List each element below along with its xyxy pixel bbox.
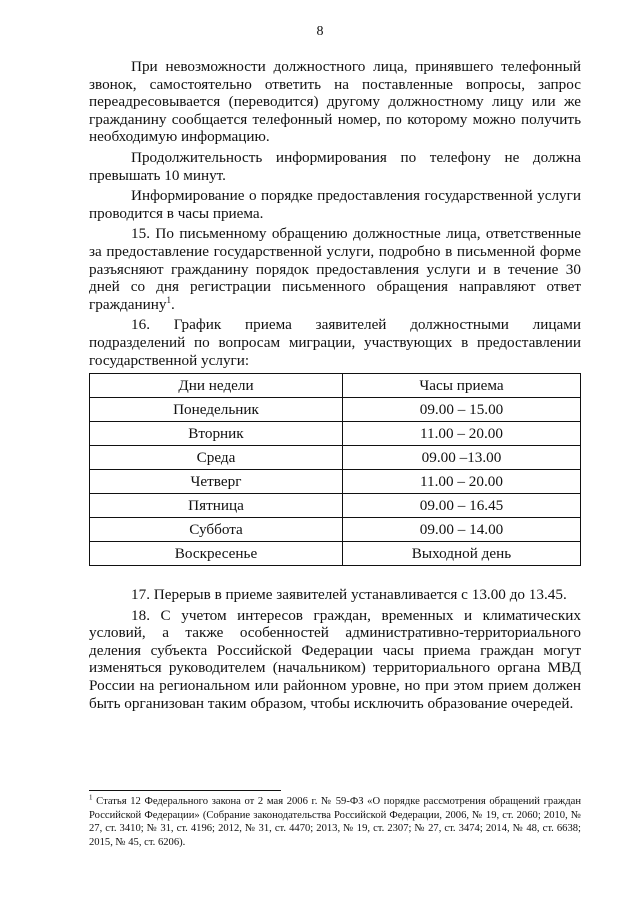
footnote-ref: 1 bbox=[166, 294, 172, 305]
day-cell: Среда bbox=[90, 446, 343, 470]
paragraph-hours: Информирование о порядке предоставления государственной услуги проводится в часы приема. bbox=[89, 187, 581, 222]
paragraph-redirect: При невозможности должностного лица, принявшего телефонный звонок, самостоятельно ответить на поставленные вопросы, запрос переадресовывается (переводится) другому должностному лицу или же гражданину сообщается телефонный номер, по которому можно получить необходимую информацию. bbox=[89, 58, 581, 146]
table-row bbox=[90, 446, 581, 470]
hours-cell: 09.00 –13.00 bbox=[343, 446, 581, 470]
paragraph-15: 15. По письменному обращению должностные лица, ответственные за предоставление государственной услуги, подробно в письменной форме разъясняют гражданину порядок предоставления услуги и в течение 30 дней со дня регистрации письменного обращения направляют ответ гражданину$^1$. bbox=[89, 225, 581, 313]
page-number: 8 bbox=[316, 24, 324, 39]
paragraph-17: 17. Перерыв в приеме заявителей устанавливается с 13.00 до 13.45. bbox=[131, 586, 567, 603]
body-text-top bbox=[89, 58, 581, 372]
hours-cell: 11.00 – 20.00 bbox=[343, 422, 581, 446]
table-row bbox=[90, 542, 581, 566]
footnote-text: Статья 12 Федерального закона от 2 мая 2006 г. № 59-ФЗ «О порядке рассмотрения обращений граждан Российской Федерации» (Собрание законодательства Российской Федерации, 2006, № 19, ст. 2060; 2010, № 27, ст. 3410; № 31, ст. 4196; 2012, № 31, ст. 4470; 2013, № 19, ст. 2307; № 27, ст. 3474; 2014, № 48, ст. 6638; 2015, № 45, ст. 6206). bbox=[89, 796, 581, 848]
hours-cell: 09.00 – 16.45 bbox=[343, 494, 581, 518]
day-cell: Воскресенье bbox=[90, 542, 343, 566]
hours-cell: 09.00 – 14.00 bbox=[343, 518, 581, 542]
table-row bbox=[90, 422, 581, 446]
day-cell: Пятница bbox=[90, 494, 343, 518]
footnote bbox=[89, 795, 581, 849]
footnote-marker: 1 bbox=[89, 793, 93, 802]
footnote-divider bbox=[89, 790, 281, 791]
paragraph-18: 18. С учетом интересов граждан, временных и климатических условий, а также особенностей административно-территориального деления субъекта Российской Федерации часы приема граждан могут изменяться руководителем (начальником) территориального органа МВД России на региональном или районном уровне, но при этом прием должен быть организован таким образом, чтобы исключить образование очередей. bbox=[89, 606, 581, 712]
body-text-bottom bbox=[89, 586, 581, 715]
hours-cell: Выходной день bbox=[343, 542, 581, 566]
day-cell: Четверг bbox=[90, 470, 343, 494]
header-days: Дни недели bbox=[90, 374, 343, 398]
day-cell: Суббота bbox=[90, 518, 343, 542]
day-cell: Вторник bbox=[90, 422, 343, 446]
paragraph-16: 16. График приема заявителей должностными лицами подразделений по вопросам миграции, участвующих в предоставлении государственной услуги: bbox=[89, 316, 581, 369]
day-cell: Понедельник bbox=[90, 398, 343, 422]
paragraph-duration: Продолжительность информирования по телефону не должна превышать 10 минут. bbox=[89, 148, 581, 184]
table-row bbox=[90, 470, 581, 494]
table-row bbox=[90, 494, 581, 518]
hours-cell: 09.00 – 15.00 bbox=[343, 398, 581, 422]
paragraph-15-text: 15. По письменному обращению должностные лица, ответственные за предоставление государственной услуги, подробно в письменной форме разъясняют гражданину порядок предоставления услуги и в течение 30 дней со дня регистрации письменного обращения направляют ответ гражданину bbox=[89, 225, 581, 313]
table-row bbox=[90, 398, 581, 422]
header-hours: Часы приема bbox=[343, 374, 581, 398]
table-row bbox=[90, 518, 581, 542]
hours-cell: 11.00 – 20.00 bbox=[343, 470, 581, 494]
table-header-row bbox=[90, 374, 581, 398]
schedule-table bbox=[89, 373, 581, 566]
